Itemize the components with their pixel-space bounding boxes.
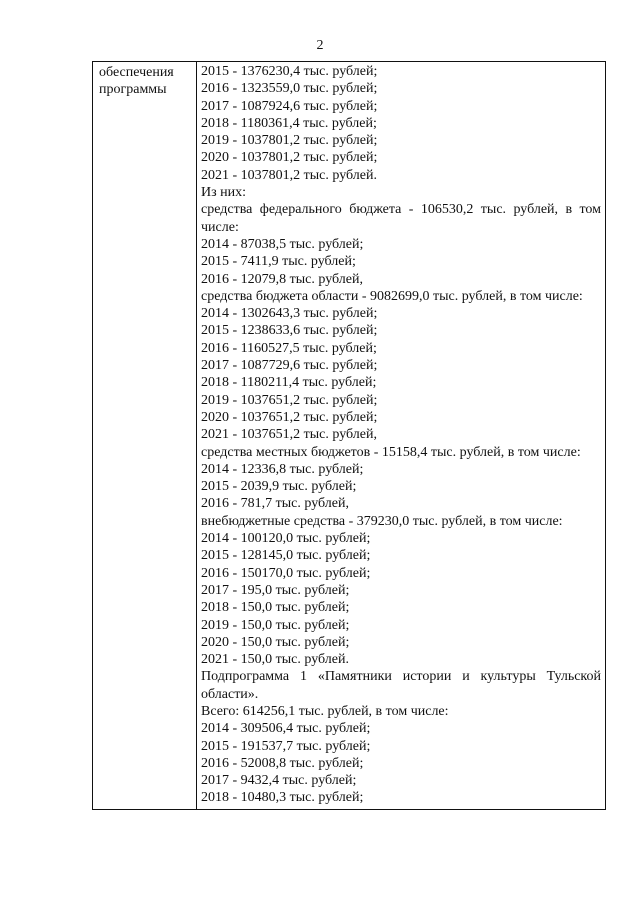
financing-line: 2017 - 1087924,6 тыс. рублей; bbox=[201, 98, 378, 114]
financing-line: 2015 - 1376230,4 тыс. рублей; bbox=[201, 64, 378, 79]
financing-line: 2018 - 150,0 тыс. рублей; bbox=[201, 600, 350, 616]
financing-line: Всего: 614256,1 тыс. рублей, в том числе: bbox=[201, 703, 449, 719]
financing-line: 2016 - 52008,8 тыс. рублей; bbox=[201, 755, 364, 771]
financing-line: 2014 - 12336,8 тыс. рублей; bbox=[201, 461, 364, 477]
financing-line: 2020 - 150,0 тыс. рублей; bbox=[201, 634, 350, 650]
financing-line: 2016 - 12079,8 тыс. рублей, bbox=[201, 271, 363, 287]
financing-line: 2016 - 1323559,0 тыс. рублей; bbox=[201, 81, 378, 97]
financing-line: 2019 - 1037651,2 тыс. рублей; bbox=[201, 392, 378, 408]
financing-line: 2015 - 1238633,6 тыс. рублей; bbox=[201, 323, 378, 339]
row-value-cell bbox=[197, 62, 606, 810]
financing-table bbox=[92, 61, 606, 810]
financing-line: Подпрограмма 1 «Памятники истории и культуры Тульской области». bbox=[201, 669, 601, 702]
financing-line: 2014 - 100120,0 тыс. рублей; bbox=[201, 531, 371, 547]
financing-line: 2017 - 9432,4 тыс. рублей; bbox=[201, 773, 357, 789]
financing-line: 2015 - 2039,9 тыс. рублей; bbox=[201, 479, 357, 495]
row-label: обеспечения программы bbox=[99, 65, 174, 97]
financing-line: 2017 - 195,0 тыс. рублей; bbox=[201, 582, 350, 598]
financing-line: 2014 - 1302643,3 тыс. рублей; bbox=[201, 306, 378, 322]
financing-line: 2021 - 1037801,2 тыс. рублей. bbox=[201, 167, 377, 183]
financing-line: 2015 - 191537,7 тыс. рублей; bbox=[201, 738, 371, 754]
financing-line: 2016 - 781,7 тыс. рублей, bbox=[201, 496, 349, 512]
financing-line: 2016 - 150170,0 тыс. рублей; bbox=[201, 565, 371, 581]
row-label-cell bbox=[93, 62, 197, 810]
financing-line: средства бюджета области - 9082699,0 тыс. рублей, в том числе: bbox=[201, 288, 583, 304]
financing-line: 2016 - 1160527,5 тыс. рублей; bbox=[201, 340, 377, 356]
financing-line: 2014 - 87038,5 тыс. рублей; bbox=[201, 236, 364, 252]
financing-lines bbox=[197, 62, 605, 809]
financing-line: средства федерального бюджета - 106530,2 тыс. рублей, в том числе: bbox=[201, 202, 601, 235]
financing-line: 2018 - 1180361,4 тыс. рублей; bbox=[201, 115, 377, 131]
financing-line: Из них: bbox=[201, 185, 247, 201]
financing-line: 2020 - 1037801,2 тыс. рублей; bbox=[201, 150, 378, 166]
table-row bbox=[93, 62, 606, 810]
financing-line: 2019 - 1037801,2 тыс. рублей; bbox=[201, 133, 378, 149]
financing-line: 2015 - 128145,0 тыс. рублей; bbox=[201, 548, 371, 564]
financing-line: 2014 - 309506,4 тыс. рублей; bbox=[201, 721, 371, 737]
financing-line: 2020 - 1037651,2 тыс. рублей; bbox=[201, 409, 378, 425]
financing-line: 2015 - 7411,9 тыс. рублей; bbox=[201, 254, 356, 270]
page-number: 2 bbox=[316, 38, 324, 53]
financing-line: 2021 - 1037651,2 тыс. рублей, bbox=[201, 427, 377, 443]
financing-line: внебюджетные средства - 379230,0 тыс. рублей, в том числе: bbox=[201, 513, 563, 529]
financing-line: 2018 - 1180211,4 тыс. рублей; bbox=[201, 375, 377, 391]
financing-line: средства местных бюджетов - 15158,4 тыс. рублей, в том числе: bbox=[201, 444, 581, 460]
financing-line: 2019 - 150,0 тыс. рублей; bbox=[201, 617, 350, 633]
financing-line: 2021 - 150,0 тыс. рублей. bbox=[201, 652, 349, 668]
financing-line: 2018 - 10480,3 тыс. рублей; bbox=[201, 790, 364, 806]
financing-line: 2017 - 1087729,6 тыс. рублей; bbox=[201, 358, 378, 374]
